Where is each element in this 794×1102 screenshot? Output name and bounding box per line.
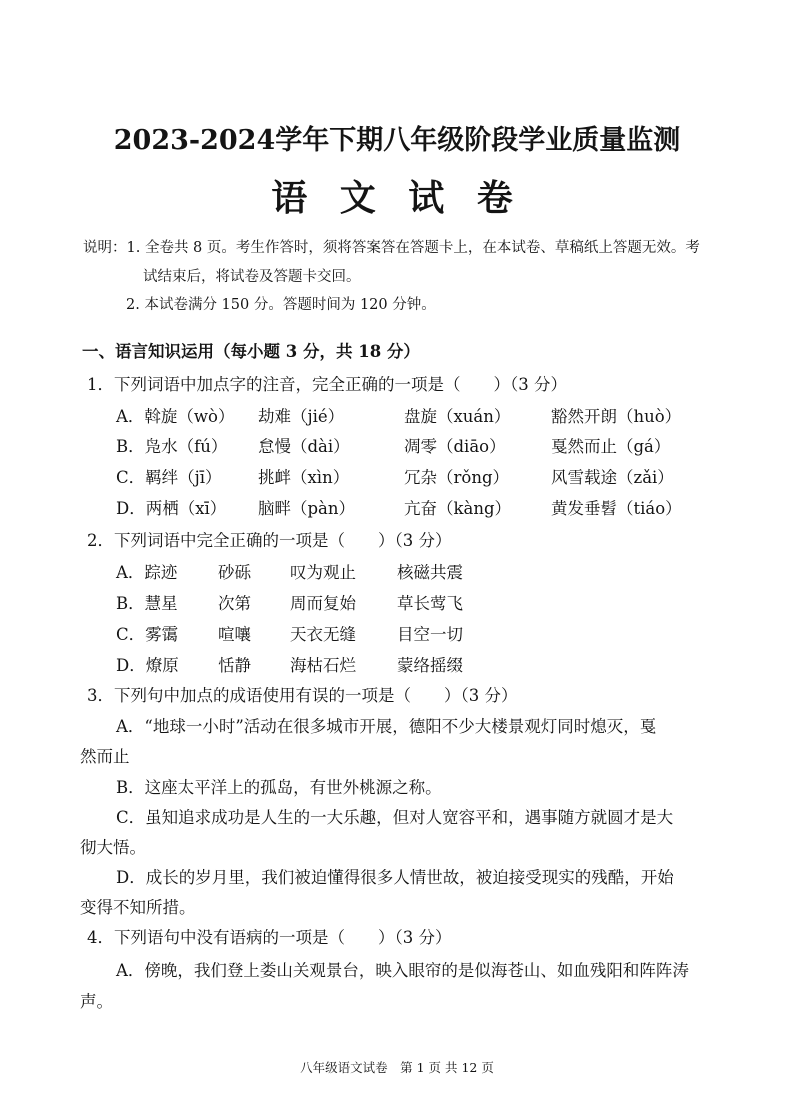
q2-option-d-word-2: 恬静 [218, 656, 251, 675]
question-1-stem: 1．下列词语中加点字的注音，完全正确的一项是（ ）（3 分） [87, 375, 567, 394]
q1-option-b-word-2: 怠慢（dài） [258, 437, 350, 456]
q2-option-b-word-2: 次第 [218, 594, 251, 613]
q1-option-a-word-3: 盘旋（xuán） [404, 407, 511, 426]
q3-option-d-line-1: D．成长的岁月里，我们被迫懂得很多人情世故，被迫接受现实的残酷，开始 [116, 868, 674, 887]
exam-subtitle: 语 文 试 卷 [271, 177, 523, 219]
exam-title: 2023-2024学年下期八年级阶段学业质量监测 [113, 125, 681, 156]
q2-option-d-word-1: D．燎原 [116, 656, 179, 675]
q3-option-c-line-2: 彻大悟。 [80, 838, 146, 857]
q2-option-c-word-2: 喧嚷 [218, 625, 251, 644]
q1-option-d-word-1: D．两栖（xī） [116, 499, 227, 518]
q1-option-c-word-4: 风雪载途（zǎi） [551, 468, 674, 487]
page-footer: 八年级语文试卷 第 1 页 共 12 页 [300, 1060, 494, 1075]
instruction-line-1-cont: 试结束后，将试卷及答题卡交回。 [143, 269, 361, 285]
q3-option-b: B．这座太平洋上的孤岛，有世外桃源之称。 [116, 778, 442, 797]
q1-option-b-word-3: 凋零（diāo） [404, 437, 506, 456]
q2-option-c-word-4: 目空一切 [397, 625, 463, 644]
q2-option-d-word-4: 蒙络摇缀 [397, 656, 463, 675]
question-4-stem: 4．下列语句中没有语病的一项是（ ）（3 分） [87, 928, 452, 947]
q2-option-b-word-1: B．慧星 [116, 594, 178, 613]
section-1-heading: 一、语言知识运用（每小题 3 分，共 18 分） [82, 342, 420, 361]
q1-option-c-word-3: 冗杂（rǒng） [404, 468, 510, 487]
q1-option-d-word-2: 脑畔（pàn） [258, 499, 356, 518]
q1-option-a-word-2: 劫难（jié） [258, 407, 345, 426]
question-2-stem: 2．下列词语中完全正确的一项是（ ）（3 分） [87, 531, 452, 550]
q1-option-d-word-4: 黄发垂髫（tiáo） [551, 499, 682, 518]
question-3-stem: 3．下列句中加点的成语使用有误的一项是（ ）（3 分） [87, 686, 518, 705]
q3-option-d-line-2: 变得不知所措。 [80, 898, 196, 917]
q3-option-a-line-1: A．“地球一小时”活动在很多城市开展，德阳不少大楼景观灯同时熄灭，戛 [116, 717, 657, 736]
q1-option-b-word-4: 戛然而止（gá） [551, 437, 671, 456]
q2-option-c-word-3: 天衣无缝 [290, 625, 356, 644]
q1-option-c-word-1: C．羁绊（jī） [116, 468, 222, 487]
q2-option-a-word-3: 叹为观止 [290, 563, 356, 582]
q1-option-a-word-1: A．斡旋（wò） [116, 407, 235, 426]
q2-option-a-word-4: 核磁共震 [397, 563, 463, 582]
q3-option-a-line-2: 然而止 [80, 747, 130, 766]
q4-option-a-line-1: A．傍晚，我们登上娄山关观景台，映入眼帘的是似海苍山、如血残阳和阵阵涛 [116, 961, 689, 980]
instruction-line-2: 2. 本试卷满分 150 分。答题时间为 120 分钟。 [126, 297, 436, 313]
q1-option-a-word-4: 豁然开朗（huò） [551, 407, 682, 426]
q2-option-c-word-1: C．雾霭 [116, 625, 179, 644]
q4-option-a-line-2: 声。 [80, 992, 113, 1011]
q2-option-b-word-4: 草长莺飞 [397, 594, 463, 613]
q2-option-d-word-3: 海枯石烂 [290, 656, 356, 675]
q1-option-c-word-2: 挑衅（xìn） [258, 468, 350, 487]
q1-option-d-word-3: 亢奋（kàng） [404, 499, 512, 518]
q1-option-b-word-1: B．凫水（fú） [116, 437, 228, 456]
instruction-line-1: 说明：1. 全卷共 8 页。考生作答时，须将答案答在答题卡上，在本试卷、草稿纸上答题无效。考 [83, 240, 700, 256]
q3-option-c-line-1: C．虽知追求成功是人生的一大乐趣，但对人宽容平和，遇事随方就圆才是大 [116, 808, 674, 827]
q2-option-b-word-3: 周而复始 [290, 594, 356, 613]
q2-option-a-word-1: A．踪迹 [116, 563, 178, 582]
q2-option-a-word-2: 砂砾 [218, 563, 251, 582]
